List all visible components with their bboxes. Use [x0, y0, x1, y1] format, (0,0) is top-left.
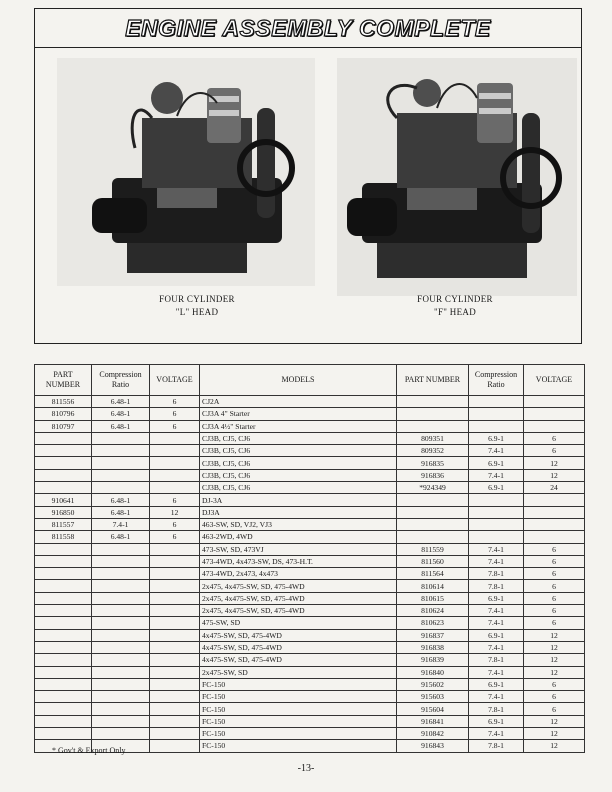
header-compression-ratio: Compression Ratio [92, 365, 150, 396]
table-row [35, 408, 585, 420]
cell-part-l [35, 543, 92, 555]
cell-voltage-l [150, 617, 200, 629]
cell-part-f: 915602 [397, 678, 469, 690]
cell-part-f: 811560 [397, 555, 469, 567]
cell-ratio-l [92, 617, 150, 629]
cell-ratio-l [92, 728, 150, 740]
cell-part-f: 916839 [397, 654, 469, 666]
cell-voltage-f [524, 531, 585, 543]
table-row [35, 691, 585, 703]
cell-part-f [397, 494, 469, 506]
cell-models: DJ-3A [200, 494, 397, 506]
table-row [35, 605, 585, 617]
table-row [35, 555, 585, 567]
engine-l-head-image [57, 58, 315, 286]
header-voltage-f: VOLTAGE [524, 365, 585, 396]
cell-models: CJ3B, CJ5, CJ6 [200, 457, 397, 469]
cell-part-l [35, 592, 92, 604]
engine-photo-l-head [57, 58, 315, 286]
cell-models: CJ3B, CJ5, CJ6 [200, 482, 397, 494]
cell-voltage-l [150, 605, 200, 617]
cell-ratio-l: 6.48-1 [92, 531, 150, 543]
table-row [35, 457, 585, 469]
cell-models: 4x475-SW, SD, 475-4WD [200, 629, 397, 641]
caption-l-line1: FOUR CYLINDER [159, 294, 235, 304]
cell-ratio-f: 6.9-1 [469, 715, 524, 727]
cell-voltage-l [150, 580, 200, 592]
cell-part-f [397, 518, 469, 530]
cell-part-l [35, 482, 92, 494]
footnote: * Gov't & Export Only [52, 746, 126, 755]
cell-ratio-f [469, 506, 524, 518]
cell-voltage-f [524, 506, 585, 518]
cell-voltage-f [524, 408, 585, 420]
cell-models: 475-SW, SD [200, 617, 397, 629]
cell-ratio-l: 7.4-1 [92, 518, 150, 530]
cell-voltage-l [150, 641, 200, 653]
table-row [35, 518, 585, 530]
cell-ratio-f: 7.4-1 [469, 728, 524, 740]
cell-voltage-f: 6 [524, 617, 585, 629]
cell-part-f: 810623 [397, 617, 469, 629]
cell-ratio-f: 7.4-1 [469, 666, 524, 678]
cell-voltage-f: 12 [524, 629, 585, 641]
cell-ratio-l [92, 457, 150, 469]
cell-part-l [35, 666, 92, 678]
cell-voltage-l [150, 555, 200, 567]
cell-voltage-l [150, 432, 200, 444]
header-voltage: VOLTAGE [150, 365, 200, 396]
cell-part-l [35, 691, 92, 703]
cell-part-l [35, 469, 92, 481]
cell-ratio-l [92, 678, 150, 690]
page-title: ENGINE ASSEMBLY COMPLETE [125, 14, 491, 41]
cell-ratio-l [92, 580, 150, 592]
table-row [35, 420, 585, 432]
cell-ratio-l [92, 592, 150, 604]
cell-part-l: 811556 [35, 396, 92, 408]
cell-ratio-l: 6.48-1 [92, 408, 150, 420]
cell-ratio-l: 6.48-1 [92, 494, 150, 506]
cell-ratio-f [469, 494, 524, 506]
cell-voltage-l [150, 592, 200, 604]
cell-voltage-f: 6 [524, 605, 585, 617]
table-row [35, 432, 585, 444]
cell-part-f: 915603 [397, 691, 469, 703]
cell-models: DJ3A [200, 506, 397, 518]
cell-ratio-l [92, 691, 150, 703]
cell-part-f [397, 506, 469, 518]
cell-part-f: 915604 [397, 703, 469, 715]
cell-part-l [35, 654, 92, 666]
cell-part-f: 809351 [397, 432, 469, 444]
cell-ratio-f: 7.8-1 [469, 654, 524, 666]
cell-voltage-l: 6 [150, 518, 200, 530]
table-row [35, 715, 585, 727]
cell-part-f: 810624 [397, 605, 469, 617]
cell-voltage-l: 12 [150, 506, 200, 518]
cell-ratio-f: 7.4-1 [469, 691, 524, 703]
cell-voltage-l [150, 678, 200, 690]
cell-ratio-f: 7.4-1 [469, 617, 524, 629]
cell-ratio-f [469, 420, 524, 432]
cell-ratio-f: 7.4-1 [469, 555, 524, 567]
cell-part-l [35, 617, 92, 629]
cell-voltage-l [150, 666, 200, 678]
cell-part-l [35, 432, 92, 444]
cell-ratio-l [92, 482, 150, 494]
table-row [35, 531, 585, 543]
cell-part-l: 811558 [35, 531, 92, 543]
cell-voltage-l [150, 728, 200, 740]
table-row [35, 580, 585, 592]
cell-ratio-f: 6.9-1 [469, 432, 524, 444]
cell-voltage-l [150, 703, 200, 715]
cell-part-l [35, 678, 92, 690]
cell-ratio-f: 7.4-1 [469, 543, 524, 555]
cell-ratio-l: 6.48-1 [92, 420, 150, 432]
cell-ratio-l [92, 629, 150, 641]
cell-ratio-f: 6.9-1 [469, 457, 524, 469]
cell-ratio-f: 7.4-1 [469, 445, 524, 457]
cell-ratio-f: 6.9-1 [469, 629, 524, 641]
cell-voltage-f [524, 420, 585, 432]
cell-voltage-l: 6 [150, 531, 200, 543]
cell-models: 4x475-SW, SD, 475-4WD [200, 654, 397, 666]
table-row [35, 728, 585, 740]
cell-ratio-f: 7.8-1 [469, 580, 524, 592]
cell-ratio-f: 6.9-1 [469, 592, 524, 604]
cell-part-f [397, 396, 469, 408]
cell-part-l [35, 629, 92, 641]
cell-models: 4x475-SW, SD, 475-4WD [200, 641, 397, 653]
cell-ratio-f: 7.8-1 [469, 568, 524, 580]
table-row [35, 445, 585, 457]
cell-voltage-l: 6 [150, 420, 200, 432]
cell-models: 473-SW, SD, 473VJ [200, 543, 397, 555]
header-part-number: PART NUMBER [35, 365, 92, 396]
cell-voltage-f: 6 [524, 568, 585, 580]
cell-ratio-l [92, 469, 150, 481]
cell-part-l [35, 605, 92, 617]
cell-models: CJ3B, CJ5, CJ6 [200, 445, 397, 457]
cell-voltage-f: 6 [524, 543, 585, 555]
cell-models: CJ3A 4½" Starter [200, 420, 397, 432]
cell-part-f: 916840 [397, 666, 469, 678]
cell-models: CJ3B, CJ5, CJ6 [200, 432, 397, 444]
cell-part-f: 916836 [397, 469, 469, 481]
caption-f-line1: FOUR CYLINDER [417, 294, 493, 304]
cell-part-l [35, 715, 92, 727]
cell-ratio-f: 7.4-1 [469, 469, 524, 481]
cell-ratio-f [469, 518, 524, 530]
table-row [35, 506, 585, 518]
cell-voltage-f: 6 [524, 432, 585, 444]
cell-models: FC-150 [200, 728, 397, 740]
table-row [35, 654, 585, 666]
cell-voltage-f: 6 [524, 678, 585, 690]
cell-part-f: 810615 [397, 592, 469, 604]
cell-part-f [397, 420, 469, 432]
caption-l-head [97, 293, 297, 319]
cell-part-f: 916835 [397, 457, 469, 469]
table-row [35, 703, 585, 715]
cell-ratio-l [92, 432, 150, 444]
cell-part-f: 810614 [397, 580, 469, 592]
cell-ratio-l: 6.48-1 [92, 506, 150, 518]
cell-voltage-l [150, 740, 200, 752]
cell-models: FC-150 [200, 691, 397, 703]
cell-voltage-l [150, 715, 200, 727]
cell-ratio-l [92, 445, 150, 457]
header-models: MODELS [200, 365, 397, 396]
cell-models: FC-150 [200, 740, 397, 752]
table-row [35, 592, 585, 604]
table-row [35, 494, 585, 506]
cell-part-l [35, 641, 92, 653]
cell-ratio-f: 7.4-1 [469, 641, 524, 653]
cell-part-f: 916843 [397, 740, 469, 752]
cell-part-f: 916838 [397, 641, 469, 653]
cell-ratio-f [469, 396, 524, 408]
table-row [35, 469, 585, 481]
cell-models: 2x475, 4x475-SW, SD, 475-4WD [200, 580, 397, 592]
cell-models: 463-SW, SD, VJ2, VJ3 [200, 518, 397, 530]
cell-models: 2x475-SW, SD [200, 666, 397, 678]
cell-part-f: *924349 [397, 482, 469, 494]
cell-voltage-f: 12 [524, 469, 585, 481]
cell-part-l [35, 728, 92, 740]
cell-models: CJ3B, CJ5, CJ6 [200, 469, 397, 481]
table-row [35, 617, 585, 629]
cell-ratio-l [92, 605, 150, 617]
cell-voltage-f [524, 396, 585, 408]
cell-ratio-f [469, 531, 524, 543]
cell-ratio-f: 7.4-1 [469, 605, 524, 617]
cell-voltage-f: 12 [524, 740, 585, 752]
cell-voltage-l: 6 [150, 408, 200, 420]
cell-part-l: 811557 [35, 518, 92, 530]
caption-f-line2: "F" HEAD [434, 307, 476, 317]
cell-voltage-l: 6 [150, 396, 200, 408]
header-part-number-f: PART NUMBER [397, 365, 469, 396]
cell-voltage-l [150, 568, 200, 580]
cell-voltage-l [150, 543, 200, 555]
cell-voltage-l [150, 654, 200, 666]
cell-voltage-f: 12 [524, 715, 585, 727]
cell-part-l [35, 457, 92, 469]
table-row [35, 568, 585, 580]
cell-ratio-l [92, 666, 150, 678]
cell-ratio-l [92, 715, 150, 727]
cell-part-f [397, 408, 469, 420]
cell-models: 473-4WD, 4x473-SW, DS, 473-H.T. [200, 555, 397, 567]
cell-models: FC-150 [200, 715, 397, 727]
cell-models: FC-150 [200, 703, 397, 715]
cell-ratio-f: 6.9-1 [469, 482, 524, 494]
cell-voltage-f [524, 494, 585, 506]
table-row [35, 678, 585, 690]
engine-photo-f-head [337, 58, 577, 296]
cell-ratio-f: 6.9-1 [469, 678, 524, 690]
cell-voltage-f: 6 [524, 580, 585, 592]
cell-models: 463-2WD, 4WD [200, 531, 397, 543]
caption-l-line2: "L" HEAD [175, 307, 219, 317]
cell-voltage-f: 12 [524, 728, 585, 740]
cell-voltage-f [524, 518, 585, 530]
cell-ratio-l: 6.48-1 [92, 396, 150, 408]
cell-models: FC-150 [200, 678, 397, 690]
cell-part-l: 910641 [35, 494, 92, 506]
cell-voltage-l [150, 691, 200, 703]
engine-parts-table [34, 364, 585, 753]
cell-ratio-f: 7.8-1 [469, 703, 524, 715]
cell-part-l: 810796 [35, 408, 92, 420]
cell-part-l [35, 580, 92, 592]
cell-part-l [35, 445, 92, 457]
table-row [35, 666, 585, 678]
cell-models: 2x475, 4x475-SW, SD, 475-4WD [200, 605, 397, 617]
engine-f-head-image [337, 58, 577, 296]
cell-part-l [35, 555, 92, 567]
cell-voltage-l [150, 445, 200, 457]
cell-part-f: 910842 [397, 728, 469, 740]
cell-part-f: 916837 [397, 629, 469, 641]
cell-part-l: 916850 [35, 506, 92, 518]
table-body [35, 396, 585, 753]
cell-ratio-l [92, 568, 150, 580]
cell-models: CJ3A 4" Starter [200, 408, 397, 420]
cell-voltage-l: 6 [150, 494, 200, 506]
cell-voltage-f: 12 [524, 457, 585, 469]
cell-voltage-f: 6 [524, 703, 585, 715]
cell-ratio-f [469, 408, 524, 420]
cell-ratio-f: 7.8-1 [469, 740, 524, 752]
cell-ratio-l [92, 703, 150, 715]
cell-voltage-l [150, 469, 200, 481]
cell-voltage-f: 12 [524, 654, 585, 666]
table-row [35, 543, 585, 555]
title-banner [34, 8, 582, 48]
cell-part-l [35, 568, 92, 580]
cell-voltage-f: 6 [524, 592, 585, 604]
cell-voltage-f: 12 [524, 641, 585, 653]
table-row [35, 396, 585, 408]
cell-part-f [397, 531, 469, 543]
cell-ratio-l [92, 654, 150, 666]
table-header-row [35, 365, 585, 396]
cell-voltage-f: 6 [524, 691, 585, 703]
cell-models: CJ2A [200, 396, 397, 408]
table-row [35, 482, 585, 494]
header-compression-ratio-f: Compression Ratio [469, 365, 524, 396]
cell-part-f: 811559 [397, 543, 469, 555]
cell-ratio-l [92, 641, 150, 653]
cell-voltage-f: 6 [524, 555, 585, 567]
cell-voltage-f: 24 [524, 482, 585, 494]
cell-ratio-l [92, 555, 150, 567]
cell-voltage-l [150, 457, 200, 469]
cell-voltage-f: 6 [524, 445, 585, 457]
cell-voltage-l [150, 482, 200, 494]
caption-f-head [355, 293, 555, 319]
table-row [35, 629, 585, 641]
photo-panel [34, 48, 582, 344]
cell-models: 473-4WD, 2x473, 4x473 [200, 568, 397, 580]
cell-part-f: 811564 [397, 568, 469, 580]
cell-voltage-f: 12 [524, 666, 585, 678]
cell-part-f: 809352 [397, 445, 469, 457]
page-number: -13- [297, 763, 315, 774]
cell-part-l: 810797 [35, 420, 92, 432]
cell-models: 2x475, 4x475-SW, SD, 475-4WD [200, 592, 397, 604]
cell-voltage-l [150, 629, 200, 641]
cell-ratio-l [92, 543, 150, 555]
cell-part-f: 916841 [397, 715, 469, 727]
table-row [35, 641, 585, 653]
cell-part-l [35, 703, 92, 715]
